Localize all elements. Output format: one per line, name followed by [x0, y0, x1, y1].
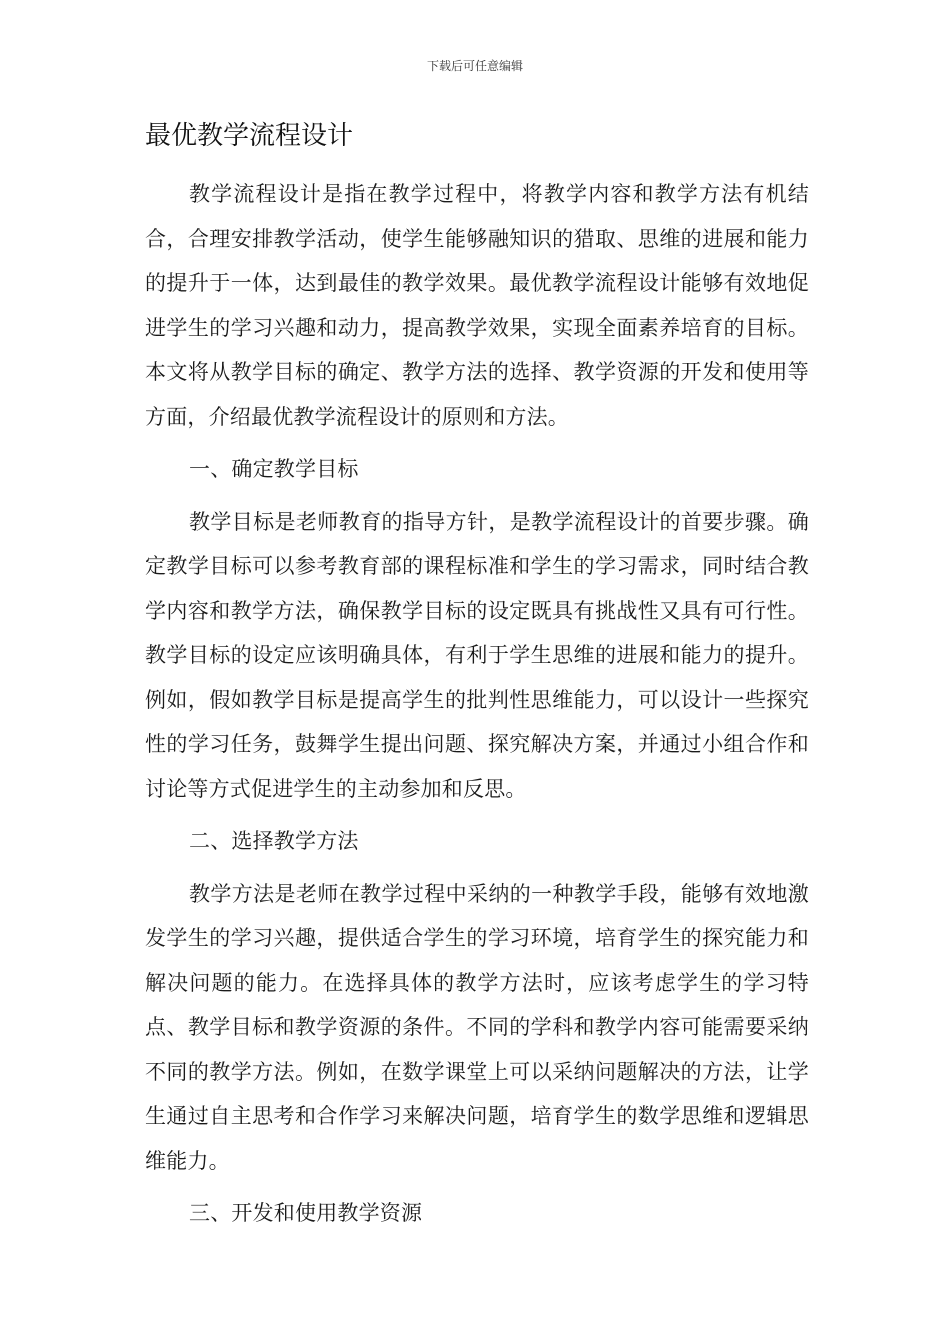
section-1-paragraph: 教学目标是老师教育的指导方针，是教学流程设计的首要步骤。确定教学目标可以参考教育部的课程标准和学生的学习需求，同时结合教学内容和教学方法，确保教学目标的设定既具有挑战性又具有可行性。教学目标的设定应该明确具体，有利于学生思维的进展和能力的提升。例如，假如教学目标是提高学生的批判性思维能力，可以设计一些探究性的学习任务，鼓舞学生提出问题、探究解决方案，并通过小组合作和讨论等方式促进学生的主动参加和反思。	[145, 509, 809, 801]
header-note: 下载后可任意编辑	[426, 59, 523, 73]
section-2-paragraph: 教学方法是老师在教学过程中采纳的一种教学手段，能够有效地激发学生的学习兴趣，提供适合学生的学习环境，培育学生的探究能力和解决问题的能力。在选择具体的教学方法时，应该考虑学生的学习特点、教学目标和教学资源的条件。不同的学科和教学内容可能需要采纳不同的教学方法。例如，在数学课堂上可以采纳问题解决的方法，让学生通过自主思考和合作学习来解决问题，培育学生的数学思维和逻辑思维能力。	[145, 881, 809, 1173]
intro-paragraph: 教学流程设计是指在教学过程中，将教学内容和教学方法有机结合，合理安排教学活动，使学生能够融知识的猎取、思维的进展和能力的提升于一体，达到最佳的教学效果。最优教学流程设计能够有效地促进学生的学习兴趣和动力，提高教学效果，实现全面素养培育的目标。本文将从教学目标的确定、教学方法的选择、教学资源的开发和使用等方面，介绍最优教学流程设计的原则和方法。	[145, 182, 809, 429]
section-heading-3: 三、开发和使用教学资源	[189, 1201, 423, 1225]
section-heading-2: 二、选择教学方法	[189, 829, 359, 853]
section-heading-1: 一、确定教学目标	[189, 457, 359, 481]
document-title: 最优教学流程设计	[145, 121, 354, 151]
document-body	[145, 112, 809, 1244]
